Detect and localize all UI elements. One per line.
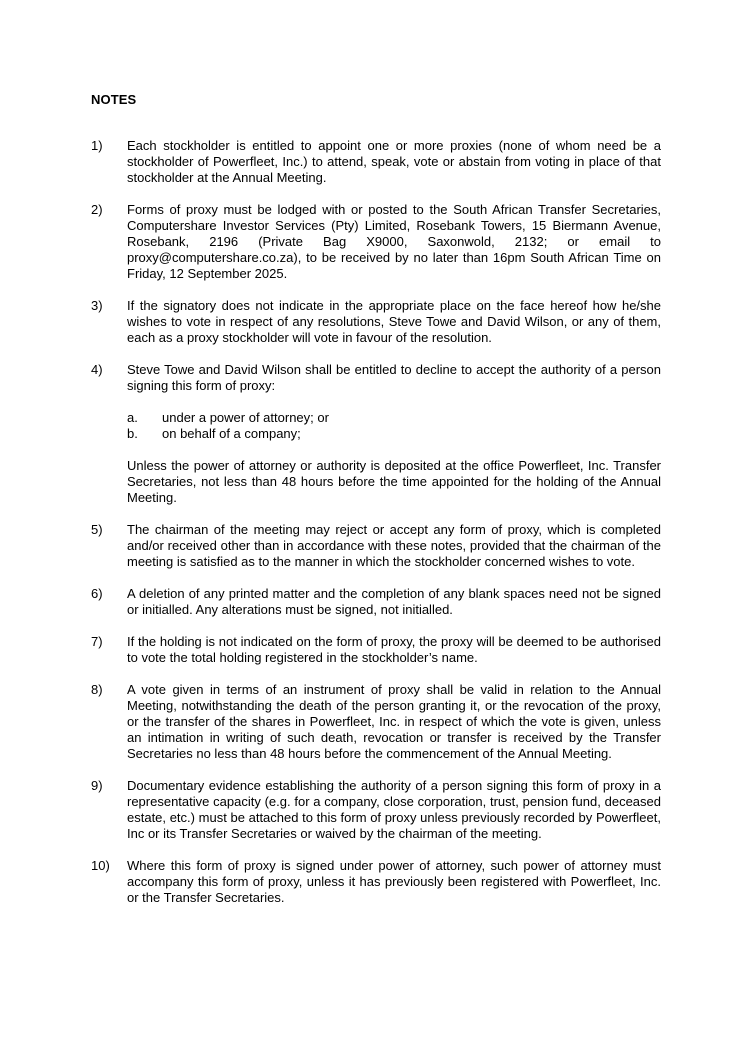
note-text: If the signatory does not indicate in the appropriate place on the face hereof how he/she wishes to vote in respect of any resolutions, Steve Towe and David Wilson, or any of them, each as a proxy stockholder will vote in favour of the resolution. [127,298,661,345]
note-number: 4) [91,362,103,377]
note-text: A deletion of any printed matter and the completion of any blank spaces need not be signed or initialled. Any alterations must be signed, not initialled. [127,586,661,617]
note-text: If the holding is not indicated on the form of proxy, the proxy will be deemed to be authorised to vote the total holding registered in the stockholder’s name. [127,634,661,665]
note-item [91,778,661,842]
note-item [91,202,661,282]
note-item [91,362,661,506]
note-body [127,298,661,346]
note-number: 7) [91,634,103,649]
note-item [91,298,661,346]
note-body [127,138,661,186]
page-title: NOTES [91,92,137,107]
note-item [91,586,661,618]
note-text: Documentary evidence establishing the authority of a person signing this form of proxy in a representative capacity (e.g. for a company, close corporation, trust, pension fund, deceased estate, etc.) must be attached to this form of proxy unless previously recorded by Powerfleet, Inc or its Transfer Secretaries or waived by the chairman of the meeting. [127,778,661,841]
note-item [91,634,661,666]
note-number: 8) [91,682,103,697]
note-number: 3) [91,298,103,313]
note-item [91,682,661,762]
note-body [127,522,661,570]
note-text: Each stockholder is entitled to appoint one or more proxies (none of whom need be a stockholder of Powerfleet, Inc.) to attend, speak, vote or abstain from voting in place of that stockholder at the Annual Meeting. [127,138,661,185]
note-number: 1) [91,138,103,153]
note-number: 9) [91,778,103,793]
note-text: Steve Towe and David Wilson shall be entitled to decline to accept the authority of a person signing this form of proxy: [127,362,661,393]
sublist-label: a. [127,410,138,425]
note-number: 10) [91,858,110,873]
note-number: 2) [91,202,103,217]
note-body [127,362,661,506]
sublist-item [127,410,661,426]
note-item [91,858,661,906]
note-text: A vote given in terms of an instrument of proxy shall be valid in relation to the Annual Meeting, notwithstanding the death of the person granting it, or the revocation of the proxy, or the transfer of the shares in Powerfleet, Inc. in respect of which the vote is given, unless an intimation in writing of such death, revocation or transfer is received by the Transfer Secretaries no less than 48 hours before the commencement of the Annual Meeting. [127,682,661,761]
note-body [127,682,661,762]
note-item [91,522,661,570]
note-item [91,138,661,186]
note-sublist [127,410,661,442]
sublist-label: b. [127,426,138,441]
note-followup-text: Unless the power of attorney or authority is deposited at the office Powerfleet, Inc. Transfer Secretaries, not less than 48 hours before the time appointed for the holding of the Annual Meeting. [127,458,661,505]
note-text: The chairman of the meeting may reject or accept any form of proxy, which is completed and/or received other than in accordance with these notes, provided that the chairman of the meeting is satisfied as to the manner in which the stockholder concerned wishes to vote. [127,522,661,569]
note-body [127,202,661,282]
notes-list [91,138,661,922]
note-text: Forms of proxy must be lodged with or posted to the South African Transfer Secretaries, Computershare Investor Services (Pty) Limited, Rosebank Towers, 15 Biermann Avenue, Rosebank, 2196 (Private Bag X9000, Saxonwold, 2132; or email to proxy@computershare.co.za), to be received by no later than 16pm South African Time on Friday, 12 September 2025. [127,202,661,281]
note-number: 5) [91,522,103,537]
note-body [127,778,661,842]
note-body [127,586,661,618]
note-text: Where this form of proxy is signed under power of attorney, such power of attorney must accompany this form of proxy, unless it has previously been registered with Powerfleet, Inc. or the Transfer Secretaries. [127,858,661,905]
note-body [127,858,661,906]
note-number: 6) [91,586,103,601]
note-body [127,634,661,666]
sublist-text: on behalf of a company; [162,426,301,441]
sublist-item [127,426,661,442]
sublist-text: under a power of attorney; or [162,410,329,425]
